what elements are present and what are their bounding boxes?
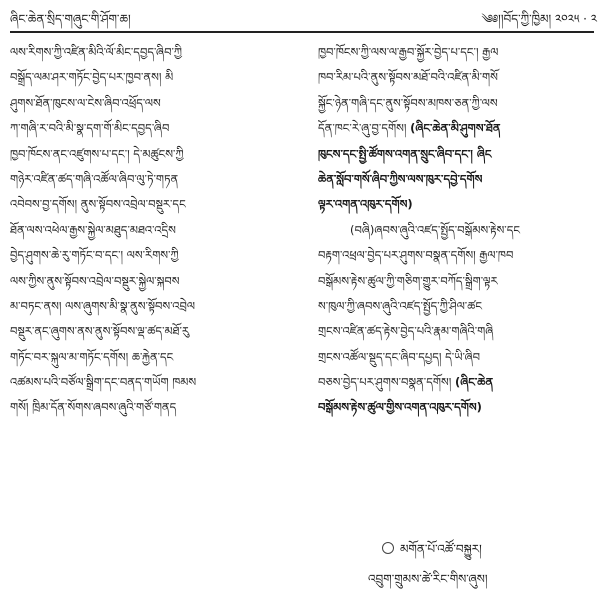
body-text: ས་ཁུལ་ཀྱི་ཞབས་ཞུའི་འཛད་སྤྱོད་ཀྱི་ཤིལ་ཚང bbox=[318, 298, 483, 313]
text-line: ཁྱབ་ཁོངས་ནང་འཛུགས་པ་དང་། དེ་མཚུངས་ཀྱི bbox=[10, 146, 184, 161]
text-line: གསོ། ཁྲིམ་དོན་སོགས་ཞབས་ཞུའི་གཙོ་གནད bbox=[10, 400, 177, 415]
body-text: གྲངས་འཚོལ་སྡུད་དང་ཞིབ་དཔྱད། དེ་ཡི་ཞིབ bbox=[318, 349, 481, 364]
text-line: བསྒྲོད་ལམ་ཤར་གཏོང་བྱེད་པར་ཁྱབ་ནས། མི bbox=[10, 70, 174, 85]
text-line bbox=[318, 91, 594, 116]
text-line bbox=[318, 395, 594, 420]
text-line bbox=[318, 370, 594, 395]
text-line bbox=[318, 243, 594, 268]
text-line: ཐོན་ལས་འཕེལ་རྒྱས་སྐྱེལ་མཐུད་མཐའ་འདྲིས bbox=[10, 222, 176, 237]
body-text: ཁྱབ་ཁོངས་ཀྱི་ལས་ལ་རྒྱབ་སྐྱོར་བྱེད་པ་དང་། རྒྱལ bbox=[318, 45, 499, 59]
text-line bbox=[318, 294, 594, 319]
text-line: བསྡུར་ནང་ཞུགས་ནས་ནུས་སྟོབས་ལྡ་ཚད་མཐོ་རུ bbox=[10, 324, 190, 339]
text-line bbox=[318, 40, 594, 65]
bold-note: ཁུངས་དང་སྤྱི་ཚོགས་འགན་སྲུང་ཞིབ་དང་། ཞིང bbox=[318, 146, 492, 161]
body-text: (བཞི)ཞབས་ཞུའི་འཛད་སྤྱོད་བསྒོམས་རྟེས་དང bbox=[350, 222, 520, 237]
bold-note: (ཞིང་ཆེན་མི་ཤུགས་ཐོན bbox=[410, 121, 501, 136]
text-line: ལས་ཀྱིས་ནུས་སྟོབས་འབྲེལ་བསྡུར་སྐྱེལ་སྐབས bbox=[10, 273, 180, 288]
body-text: བསྒོམས་རྟེས་ཚུལ་ཀྱི་གཅིག་གྱུར་བཀོད་སྒྲིག་ལྟར bbox=[318, 273, 498, 288]
author-line bbox=[382, 536, 482, 570]
text-line bbox=[318, 269, 594, 294]
text-line: ཀ་གཞི་ར་བའི་མི་སྣ་དག་གོ་མིང་དབྱད་ཞིབ bbox=[10, 121, 170, 136]
text-line bbox=[318, 142, 594, 167]
body-text: སྐྱོང་ཉེན་གཞི་དང་ནུས་སྟོབས་མཁས་ཅན་ཀྱི་ལས bbox=[318, 95, 498, 110]
text-line bbox=[318, 345, 594, 370]
source-line: འབྲུག་གྲུམས་ཚེ་རིང་གིས་ཞུས། bbox=[368, 572, 488, 586]
text-line: གཏོང་བར་སྐུལ་མ་གཏོང་དགོས། ཆ་རྐྱེན་དང bbox=[10, 349, 174, 364]
circle-bullet-icon bbox=[382, 542, 394, 554]
left-column bbox=[10, 40, 286, 421]
bold-note: (ཞིང་ཆེན bbox=[454, 375, 494, 390]
body-text: གྲངས་འཛིན་ཚད་རྟེས་བྱེད་པའི་རྣམ་གཞིའི་གཞི bbox=[318, 324, 494, 339]
author-name: མགོན་པོ་འཚོ་བསྐྱུར། bbox=[400, 542, 482, 556]
text-line bbox=[318, 65, 594, 90]
text-line: འཚམས་པའི་བཙོལ་སྒྲིག་དང་བནད་གཡོག ཁམས bbox=[10, 375, 197, 390]
text-line bbox=[318, 319, 594, 344]
text-line: གཉེར་འཛིན་ཚད་གཞི་འཚོལ་ཞིབ་ལུ་ཏེ་གཏན bbox=[10, 171, 179, 186]
text-line: ཤུགས་ཐོན་ཁུངས་ལ་ངེས་ཞིབ་འཕྲོད་ལས bbox=[10, 95, 161, 110]
header-rule bbox=[10, 31, 594, 33]
issue-label: ༄༅།།བོད་ཀྱི་ཁྱིམ། ༢༠༢༥ · ༢ bbox=[481, 12, 597, 26]
bold-note: ལྟར་འགན་འཁུར་དགོས) bbox=[318, 197, 413, 212]
body-text: བརྟག་འཕྲལ་བྱེད་པར་ཤུགས་བསྣན་དགོས། རྒྱལ་ཁབ bbox=[318, 248, 514, 263]
text-line bbox=[318, 116, 594, 141]
text-line bbox=[318, 218, 594, 243]
publication-name: ཞིང་ཆེན་སྲིད་གཞུང་གི་ཤོག་ཆ། bbox=[10, 12, 131, 26]
body-text: ཁབ་རིམ་པའི་ནུས་སྟོབས་མཐོ་བའི་འཛིན་མི་གསོ bbox=[318, 70, 498, 85]
bold-note: ཆེན་སློབ་གསོ་ཞིབ་ཀྱིས་ལས་ཁུར་དབྱེ་དགོས bbox=[318, 171, 483, 186]
body-text: དོན་ཁང་རེ་ཞུ་བྱ་དགོས། bbox=[318, 121, 411, 136]
text-line: ལས་རིགས་ཀྱི་འཛིན་མིའི་ལོ་མིང་དབྱད་ཞིབ་ཀྱི bbox=[10, 45, 182, 59]
text-line: མ་བཏང་ནས། ལས་ཞུགས་མི་སྣ་ནུས་སྟོབས་འབྲེལ bbox=[10, 298, 195, 313]
bold-note: བསྒོམས་རྟེས་ཚུལ་གྱིས་འགན་འཁུར་དགོས) bbox=[318, 400, 482, 415]
right-column bbox=[318, 40, 594, 421]
text-line bbox=[318, 192, 594, 217]
text-line bbox=[318, 167, 594, 192]
body-text: བཅས་བྱེད་པར་ཤུགས་བསྣན་དགོས། bbox=[318, 375, 455, 390]
text-line: འབེབས་བྱ་དགོས། ནུས་སྟོབས་འབྲེལ་བསྡུར་དང bbox=[10, 197, 186, 212]
text-line: བྱེད་ཤུགས་ཆེ་རུ་གཏོང་བ་དང་། ལས་རིགས་ཀྱི bbox=[10, 248, 179, 263]
